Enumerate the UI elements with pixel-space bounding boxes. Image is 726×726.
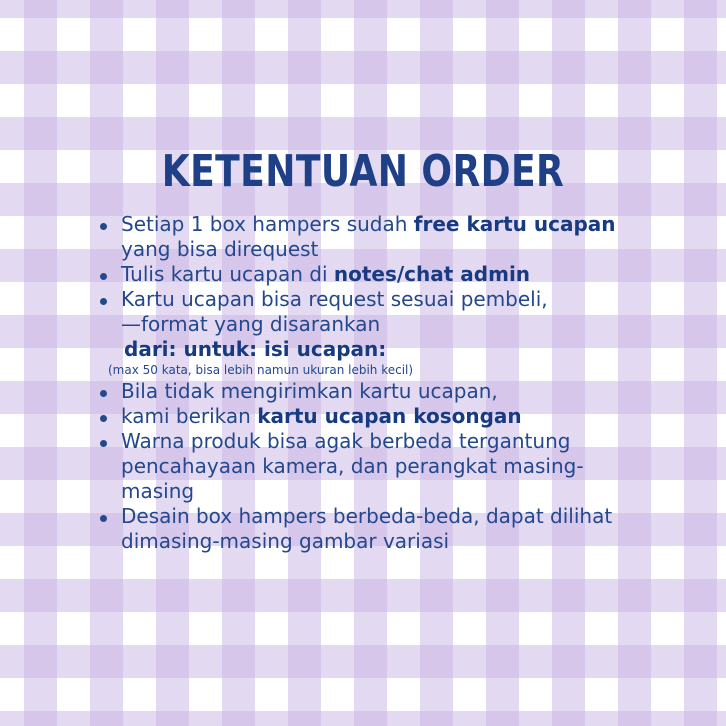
format-template: dari: untuk: isi ucapan: [124, 337, 387, 361]
bullet-icon [100, 415, 107, 422]
page-title: KETENTUAN ORDER [161, 146, 565, 197]
bullet-icon [100, 390, 107, 397]
item-text: Tulis kartu ucapan di [121, 262, 334, 286]
list-item [100, 404, 700, 429]
item-bold-text: kartu ucapan kosongan [257, 404, 522, 428]
list-item [100, 504, 700, 554]
bullet-icon [100, 298, 107, 305]
item-bold-text: free kartu ucapan [413, 212, 616, 236]
list-item [100, 379, 700, 404]
item-text: Desain box hampers berbeda-beda, dapat dilihat [121, 504, 613, 528]
item-text: Setiap 1 box hampers sudah [121, 212, 414, 236]
list-item [100, 429, 700, 504]
bullet-icon [100, 223, 107, 230]
word-limit-note: (max 50 kata, bisa lebih namun ukuran lebih kecil) [108, 363, 414, 377]
item-text-continued: yang bisa direquest [121, 237, 319, 261]
bullet-icon [100, 515, 107, 522]
item-text: kami berikan [121, 404, 258, 428]
list-item [100, 212, 700, 262]
item-text-continued: dimasing-masing gambar variasi [121, 529, 450, 553]
list-item [100, 262, 700, 287]
bullet-icon [100, 273, 107, 280]
item-text-continued: pencahayaan kamera, dan perangkat masing- [121, 454, 584, 478]
item-text-continued: masing [121, 479, 195, 503]
terms-list [100, 212, 700, 554]
item-text: Bila tidak mengirimkan kartu ucapan, [121, 379, 498, 403]
item-text-continued: —format yang disarankan [121, 312, 381, 336]
item-text: Warna produk bisa agak berbeda tergantung [121, 429, 571, 453]
list-item [100, 287, 700, 337]
item-bold-text: notes/chat admin [333, 262, 531, 286]
item-text: Kartu ucapan bisa request sesuai pembeli, [121, 287, 548, 311]
bullet-icon [100, 440, 107, 447]
